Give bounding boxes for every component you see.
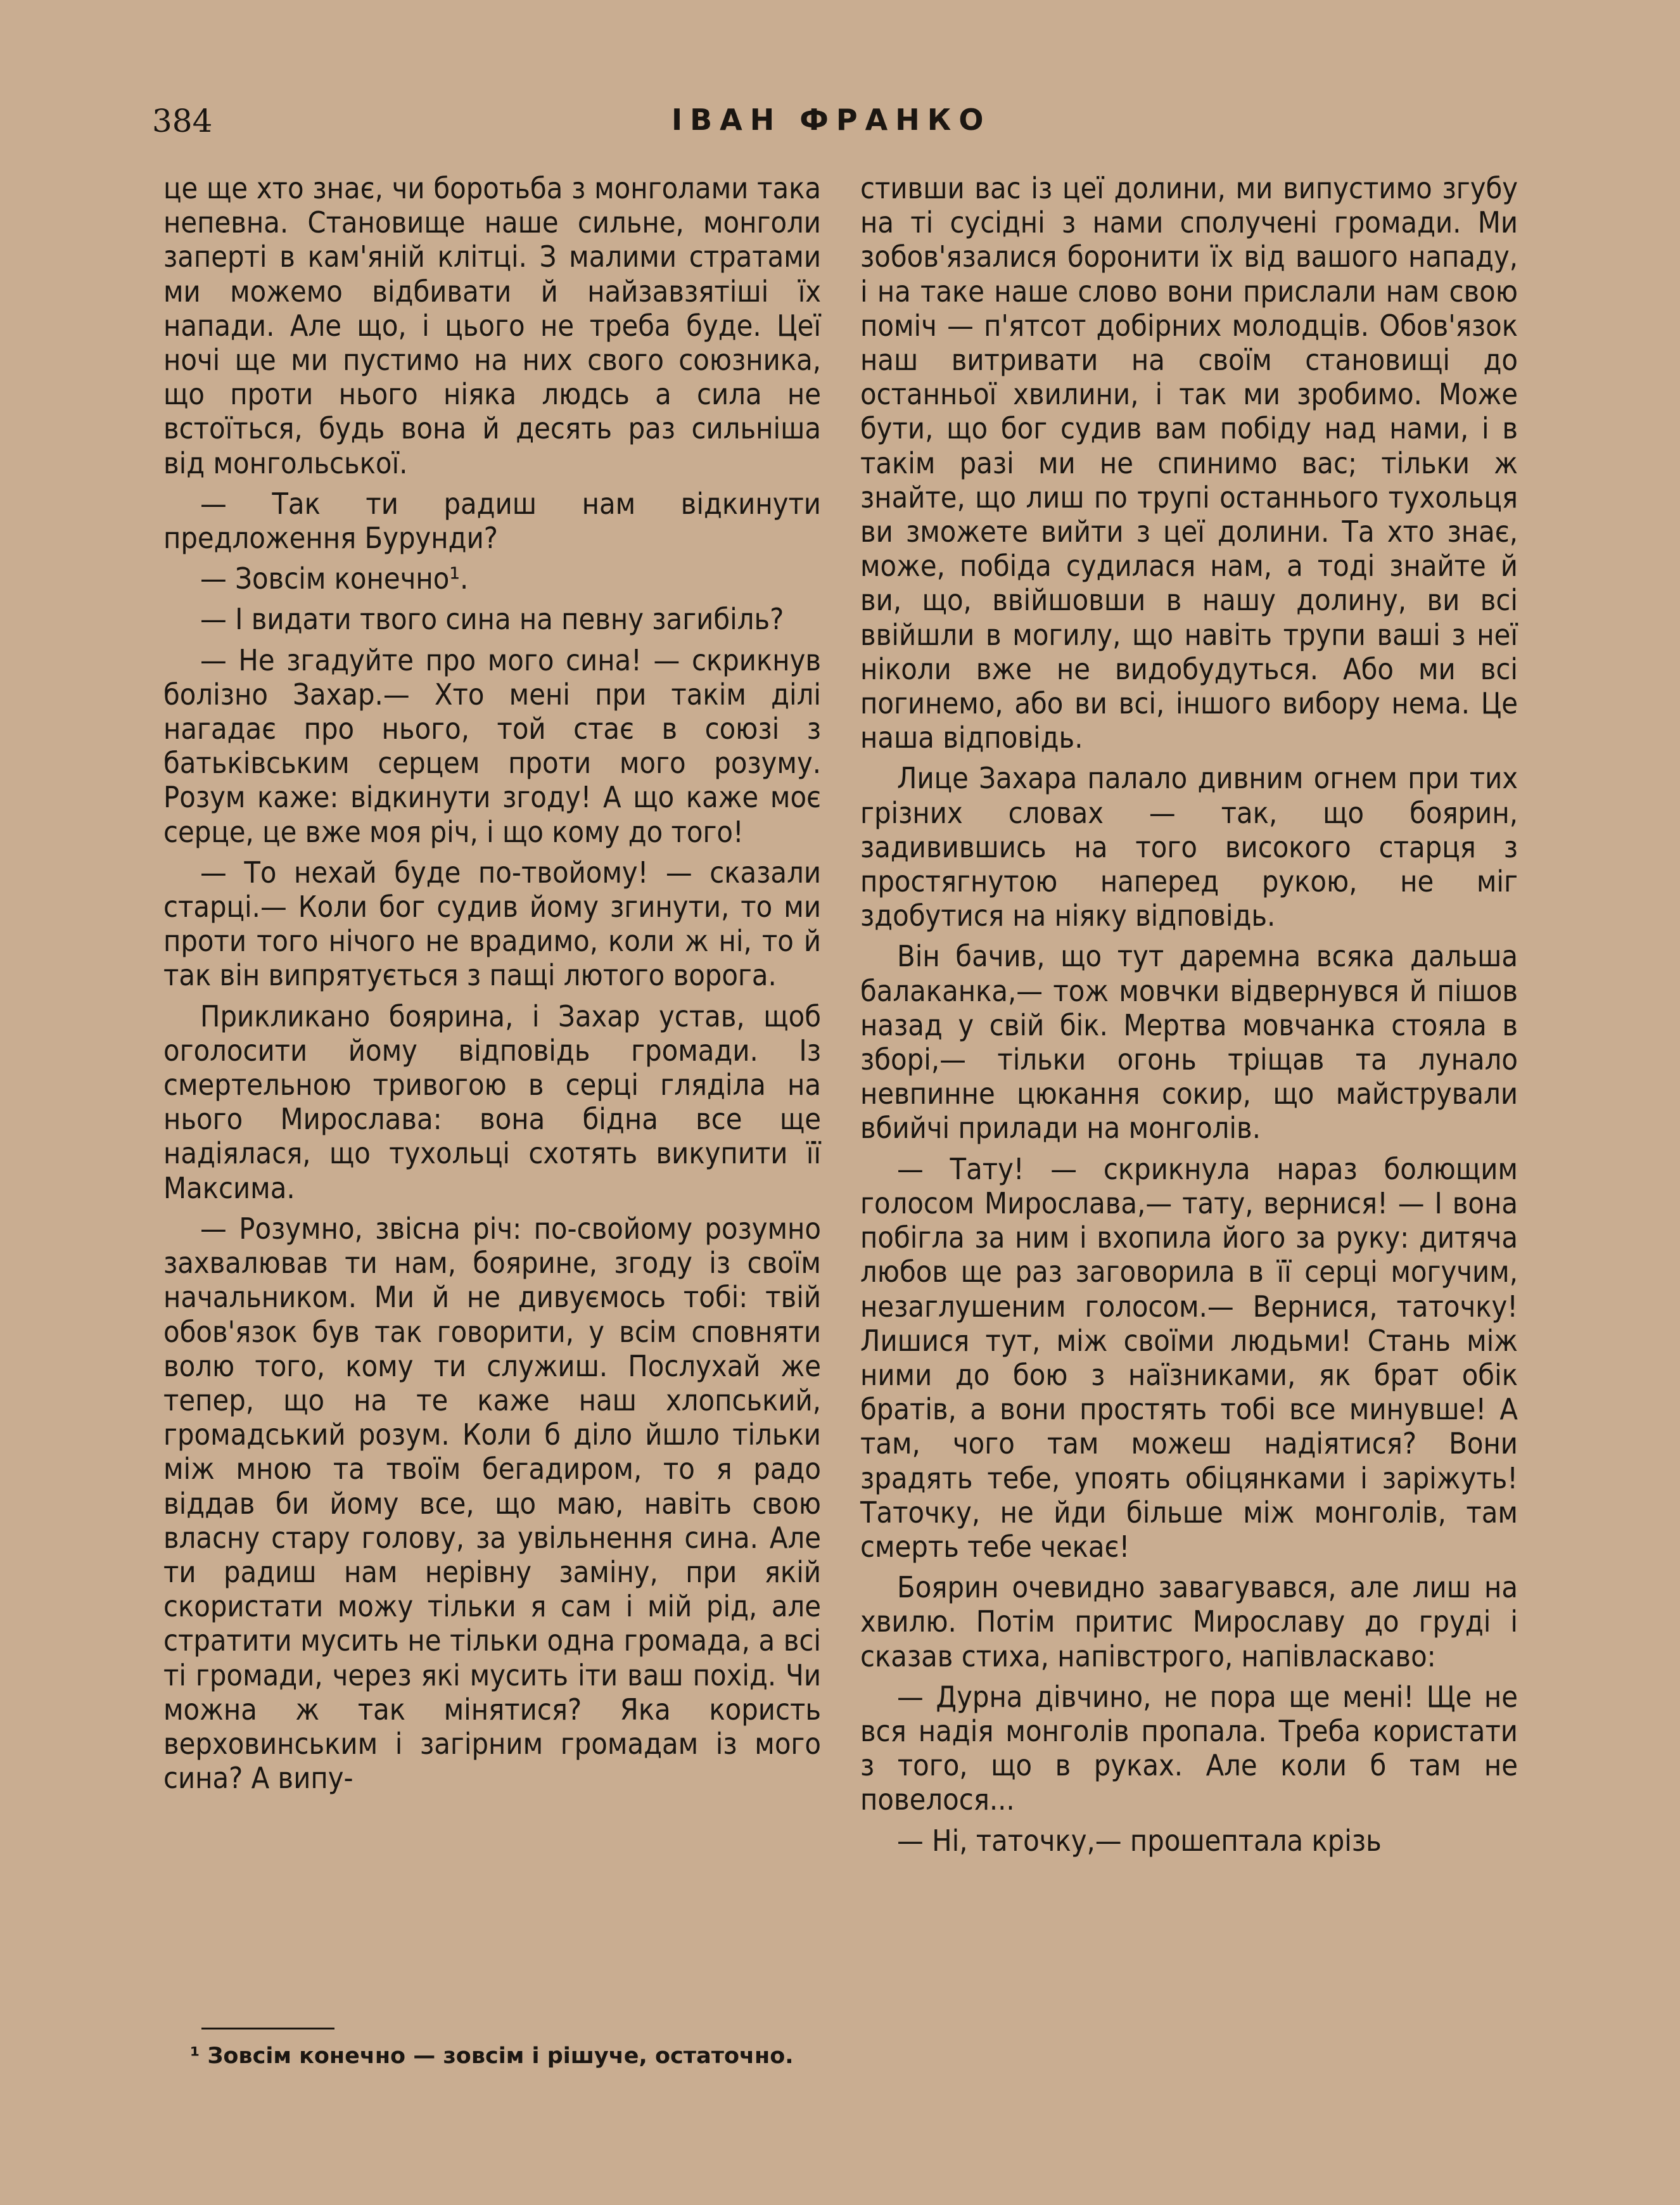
paragraph: це ще хто знає, чи боротьба з монголами така непевна. Становище наше сильне, монголи заперті в кам'яній клітці. З малими стратами ми можемо відбивати й найзавзятіші їх напади. Але що, і цього не треба буде. Цеї ночі ще ми пустимо на них свого союзника, що проти нього ніяка людсь а сила не встоїться, будь вона й десять раз сильніша від монгольської. — [163, 171, 821, 480]
paragraph: Він бачив, що тут даремна всяка дальша балаканка,— тож мовчки відвернувся й пішов назад у свій бік. Мертва мовчанка стояла в зборі,— тільки огонь тріщав та лунало невпинне цюкання сокир, що майстрували вбийчі прилади на монголів. — [860, 939, 1518, 1146]
paragraph: Прикликано боярина, і Захар устав, щоб оголосити йому відповідь громади. Із смертельною тривогою в серці гляділа на нього Мирослава: вона бідна все ще надіялася, що тухольці схотять викупити її Максима. — [163, 999, 821, 1205]
paragraph: — Зовсім конечно¹. — [200, 561, 469, 596]
running-head: ІВАН ФРАНКО — [671, 103, 991, 137]
right-column — [860, 171, 1518, 1864]
paragraph: — І видати твого сина на певну загибіль? — [200, 602, 784, 637]
paragraph: — Розумно, звісна річ: по-свойому розумно захвалював ти нам, боярине, згоду із своїм начальником. Ми й не дивуємось тобі: твій обов'язок був так говорити, у всім сповняти волю того, кому ти служиш. Послухай же тепер, що на те каже наш хлопський, громадський розум. Коли б діло йшло тільки між мною та твоїм бегадиром, то я радо віддав би йому все, що маю, навіть свою власну стару голову, за увільнення сина. Але ти радиш нам нерівну заміну, при якій скористати можу тільки я сам і мій рід, але стратити мусить не тільки одна громада, а всі ті громади, через які мусить іти ваш похід. Чи можна ж так мінятися? Яка користь верховинським і загірним громадам із мого сина? А випу- — [163, 1211, 821, 1796]
paragraph: — Тату! — скрикнула нараз болющим голосом Мирослава,— тату, вернися! — І вона побігла за ним і вхопила його за руку: дитяча любов ще раз заговорила в її серці могучим, незаглушеним голосом.— Вернися, таточку! Лишися тут, між своїми людьми! Стань між ними до бою з наїзниками, як брат обік братів, а вони простять тобі все минувше! А там, чого там можеш надіятися? Вони зрадять тебе, упоять обіцянками і заріжуть! Таточку, не йди більше між монголів, там смерть тебе чекає! — [860, 1151, 1518, 1564]
paragraph: — Дурна дівчино, не пора ще мені! Ще не вся надія монголів пропала. Треба користати з того, що в руках. Але коли б там не повелося... — [860, 1679, 1518, 1817]
paragraph: Лице Захара палало дивним огнем при тих грізних словах — так, що боярин, задивившись на того високого старця з простягнутою наперед рукою, не міг здобутися на ніяку відповідь. — [860, 761, 1518, 933]
paragraph: стивши вас із цеї долини, ми випустимо згубу на ті сусідні з нами сполучені громади. Ми зобов'язалися боронити їх від вашого нападу, і на таке наше слово вони прислали нам свою поміч — п'ятсот добірних молодців. Обов'язок наш витривати на своїм становищі до останньої хвилини, і так ми зробимо. Може бути, що бог судив вам побіду над нами, і в такім разі ми не спинимо вас; тільки ж знайте, що лиш по трупі останнього тухольця ви зможете вийти з цеї долини. Та хто знає, може, побіда судилася нам, а тоді знайте й ви, що, ввійшовши в нашу долину, ви всі ввійшли в могилу, що навіть трупи ваші з неї ніколи вже не видобудуться. Або ми всі погинемо, або ви всі, іншого вибору нема. Це наша відповідь. — [860, 171, 1518, 755]
page-number: 384 — [152, 103, 213, 139]
footnote-rule — [201, 2028, 334, 2029]
paragraph: — То нехай буде по-твойому! — сказали старці.— Коли бог судив йому згинути, то ми проти того нічого не врадимо, коли ж ні, то й так він випрятується з пащі лютого ворога. — [163, 855, 821, 993]
paragraph: — Так ти радиш нам відкинути предложення Бурунди? — [163, 486, 821, 556]
left-column — [163, 171, 821, 1801]
paragraph: — Не згадуйте про мого сина! — скрикнув болізно Захар.— Хто мені при такім ділі нагадає про нього, той стає в союзі з батьківським серцем проти мого розуму. Розум каже: відкинути згоду! А що каже моє серце, це вже моя річ, і що кому до того! — [163, 642, 821, 849]
footnote: ¹ Зовсім конечно — зовсім і рішуче, остаточно. — [190, 2043, 794, 2069]
paragraph: Боярин очевидно завагувався, але лиш на хвилю. Потім притис Мирославу до груді і сказав стиха, напівстрого, напівласкаво: — [860, 1570, 1518, 1673]
paragraph: — Ні, таточку,— прошептала крізь — [897, 1823, 1382, 1858]
